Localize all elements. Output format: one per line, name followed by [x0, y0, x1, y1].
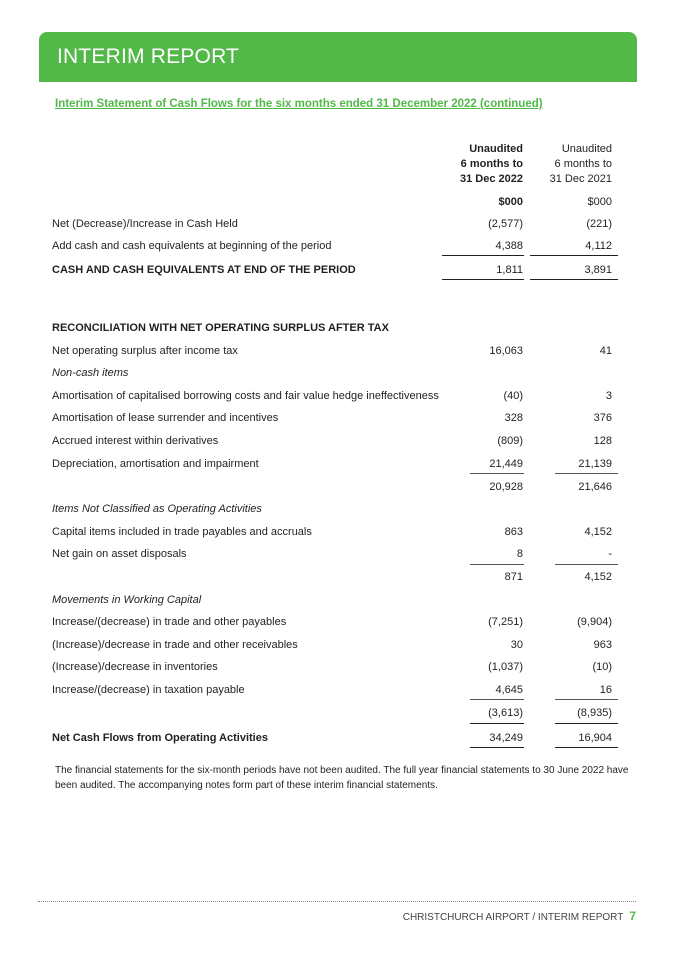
- statement-title: Interim Statement of Cash Flows for the six months ended 31 December 2022 (continued): [55, 98, 543, 110]
- subtotal-rule: [470, 699, 524, 700]
- row-label: CASH AND CASH EQUIVALENTS AT END OF THE PERIOD: [52, 264, 356, 276]
- row-value-2022: (7,251): [488, 616, 523, 628]
- subtotal-rule: [555, 699, 618, 700]
- footnote: The financial statements for the six-month periods have not been audited. The full year financial statements to 30 June 2022 have been audited. The accompanying notes form part of these interim financial statements.: [55, 765, 629, 791]
- row-label: Net (Decrease)/Increase in Cash Held: [52, 218, 238, 230]
- row-value-2022: (2,577): [488, 218, 523, 230]
- row-value-2022: 34,249: [489, 732, 523, 744]
- row-value-2021: -: [608, 548, 612, 560]
- row-value-2022: (1,037): [488, 661, 523, 673]
- row-value-2022: 1,811: [496, 264, 523, 276]
- subtotal-rule: [530, 255, 618, 256]
- footer-text: CHRISTCHURCH AIRPORT / INTERIM REPORT: [402, 912, 624, 923]
- col2-header-line1: Unaudited: [561, 143, 612, 155]
- row-value-2021: 21,139: [578, 458, 612, 470]
- row-value-2021: 16: [599, 684, 612, 696]
- row-label: Net operating surplus after income tax: [52, 345, 238, 357]
- subtotal-row: [52, 569, 612, 585]
- row-value-2021: 963: [593, 639, 612, 651]
- col1-header-line3: 31 Dec 2022: [460, 173, 523, 185]
- row-value-2022: 8: [516, 548, 523, 560]
- row-label: (Increase)/decrease in inventories: [52, 661, 218, 673]
- row-value-2021: 4,112: [585, 240, 612, 252]
- subtotal-row: [52, 705, 612, 721]
- row-value-2021: 128: [593, 435, 612, 447]
- row-label: Capital items included in trade payables and accruals: [52, 526, 312, 538]
- total-rule: [442, 279, 524, 280]
- total-row: [52, 730, 612, 746]
- table-row: [52, 682, 612, 698]
- row-label: Amortisation of lease surrender and incentives: [52, 412, 279, 424]
- row-label: Accrued interest within derivatives: [52, 435, 219, 447]
- table-row: [52, 456, 612, 472]
- row-label: Net Cash Flows from Operating Activities: [52, 732, 268, 744]
- subtotal-rule: [470, 473, 524, 474]
- footer-divider: [38, 901, 636, 902]
- row-label: Non-cash items: [52, 367, 129, 379]
- subsection-heading: [52, 592, 612, 608]
- row-value-2022: 20,928: [489, 481, 523, 493]
- row-label: Movements in Working Capital: [52, 594, 202, 606]
- subtotal-rule: [470, 723, 524, 724]
- subsection-heading: [52, 501, 612, 517]
- row-value-2022: 4,388: [495, 240, 523, 252]
- report-banner: [39, 32, 637, 82]
- row-label: (Increase)/decrease in trade and other receivables: [52, 639, 298, 651]
- subtotal-rule: [442, 255, 524, 256]
- subtotal-rule: [555, 723, 618, 724]
- page-number: 7: [629, 909, 636, 923]
- row-value-2021: (10): [592, 661, 612, 673]
- row-value-2022: (40): [503, 390, 523, 402]
- table-row: [52, 614, 612, 630]
- table-row: [52, 524, 612, 540]
- row-value-2022: 4,645: [495, 684, 523, 696]
- table-row: [52, 216, 612, 232]
- table-row: [52, 410, 612, 426]
- col2-header-line3: 31 Dec 2021: [549, 173, 612, 185]
- section-heading: [52, 320, 612, 336]
- row-value-2021: 21,646: [578, 481, 612, 493]
- row-label: Depreciation, amortisation and impairment: [52, 458, 259, 470]
- table-row: [52, 433, 612, 449]
- row-value-2022: 21,449: [489, 458, 523, 470]
- col1-header-line2: 6 months to: [460, 158, 523, 170]
- total-rule: [530, 279, 618, 280]
- col2-unit: $000: [587, 196, 612, 208]
- row-label: Amortisation of capitalised borrowing costs and fair value hedge ineffectiveness: [52, 390, 439, 402]
- table-row: [52, 343, 612, 359]
- row-value-2022: 16,063: [489, 345, 523, 357]
- row-value-2022: 328: [504, 412, 523, 424]
- row-label: RECONCILIATION WITH NET OPERATING SURPLUS AFTER TAX: [52, 322, 389, 334]
- subtotal-row: [52, 479, 612, 495]
- banner-title: INTERIM REPORT: [57, 45, 240, 68]
- col1-unit: $000: [498, 196, 523, 208]
- row-value-2021: (221): [586, 218, 612, 230]
- row-value-2021: 3,891: [584, 264, 612, 276]
- row-value-2022: 30: [510, 639, 523, 651]
- row-label: Items Not Classified as Operating Activities: [52, 503, 262, 515]
- subsection-heading: [52, 365, 612, 381]
- row-label: Add cash and cash equivalents at beginning of the period: [52, 240, 332, 252]
- col2-header-line2: 6 months to: [554, 158, 612, 170]
- table-row: [52, 238, 612, 254]
- total-rule: [555, 747, 618, 748]
- col1-header-line1: Unaudited: [469, 143, 523, 155]
- row-value-2021: (9,904): [577, 616, 612, 628]
- row-value-2022: (3,613): [488, 707, 523, 719]
- total-rule: [470, 747, 524, 748]
- row-value-2021: 4,152: [584, 571, 612, 583]
- table-row: [52, 546, 612, 562]
- table-row: [52, 262, 612, 278]
- row-value-2022: (809): [497, 435, 523, 447]
- table-row: [52, 388, 612, 404]
- row-value-2021: 4,152: [584, 526, 612, 538]
- row-label: Increase/(decrease) in taxation payable: [52, 684, 245, 696]
- row-value-2021: 3: [605, 390, 612, 402]
- subtotal-rule: [470, 564, 524, 565]
- row-value-2022: 871: [504, 571, 523, 583]
- table-row: [52, 659, 612, 675]
- page-footer: [403, 909, 636, 923]
- table-row: [52, 637, 612, 653]
- row-label: Increase/(decrease) in trade and other payables: [52, 616, 287, 628]
- row-value-2022: 863: [504, 526, 523, 538]
- row-value-2021: 16,904: [578, 732, 612, 744]
- subtotal-rule: [555, 473, 618, 474]
- row-value-2021: (8,935): [577, 707, 612, 719]
- subtotal-rule: [555, 564, 618, 565]
- row-value-2021: 376: [593, 412, 612, 424]
- row-label: Net gain on asset disposals: [52, 548, 187, 560]
- row-value-2021: 41: [599, 345, 612, 357]
